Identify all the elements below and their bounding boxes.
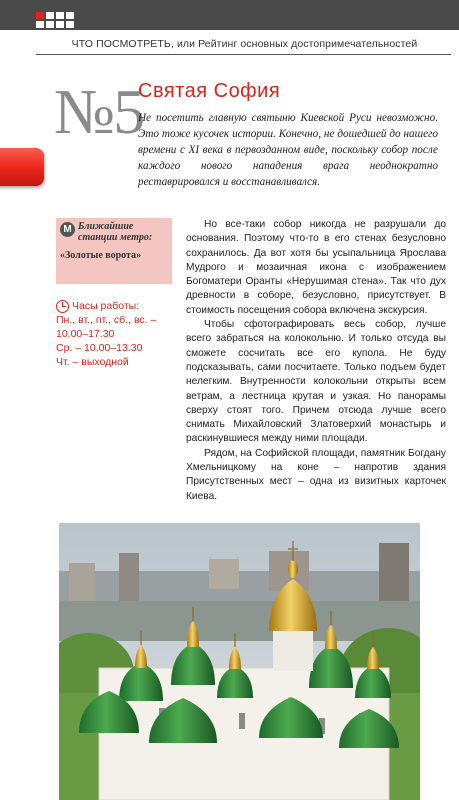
page-title: Святая София	[138, 80, 281, 102]
body-text	[186, 218, 446, 504]
body-paragraph: Рядом, на Софийской площади, памятник Богдану Хмельницкому на коне – напротив здания Присутственных мест – одна из визитных карточек Киева.	[186, 447, 446, 502]
metro-label: Ближайшие станции метро:	[78, 221, 153, 243]
hours-line: Чт. – выходной	[56, 356, 129, 368]
hours-title: Часы работы:	[72, 300, 140, 312]
chapter-number: №5	[54, 76, 144, 147]
lead-paragraph: Не посетить главную святыню Киевской Руси невозможно. Это тоже кусочек истории. Конечно, не дошедшей до нашего времени с XI века в первозданном виде, поскольку собор после каждого нового нападения врага неоднократно реставрировался и восстанавливался.	[138, 112, 438, 188]
cathedral-illustration	[59, 523, 420, 800]
red-tab-marker	[0, 148, 44, 186]
hours-line: Пн., вт., пт., сб., вс. – 10.00–17.30	[56, 314, 157, 340]
cathedral-photo	[59, 523, 420, 800]
hours-line: Ср. – 10.00–13.30	[56, 342, 143, 354]
metro-icon: М	[60, 222, 75, 237]
top-bar	[0, 0, 459, 30]
body-paragraph: Но все-таки собор никогда не разрушали до основания. Поэтому что-то в его стенах безусловно сохранилось. Да вот хотя бы усыпальница Ярослава Мудрого и мозаичная икона с изображением Богоматери Оранты «Нерушимая стена». Так что дух древности в соборе, безусловно, присутствует. В стоимость посещения собора включена экскурсия.	[186, 219, 446, 316]
metro-info-box	[56, 218, 172, 284]
running-title: ЧТО ПОСМОТРЕТЬ, или Рейтинг основных достопримечательностей	[60, 38, 429, 50]
opening-hours	[56, 299, 176, 369]
body-paragraph: Чтобы сфотографировать весь собор, лучше всего забраться на колокольню. И только отсуда вы сможете сосчитать все его купола. Не буду подсказывать, сами посчитаете. Только подъем будет нелегким. Внутренности колокольни открыты всем ветрам, а лестница крутая и узкая. Но панорамы сверху стоят того. Причем отсюда лучше всего снимать Михайловский Златоверхий монастырь и раскинувшиеся между ними площади.	[186, 319, 446, 445]
header-rule	[36, 54, 451, 55]
section-grid-icon	[36, 12, 76, 30]
metro-station: «Золотые ворота»	[60, 250, 142, 261]
